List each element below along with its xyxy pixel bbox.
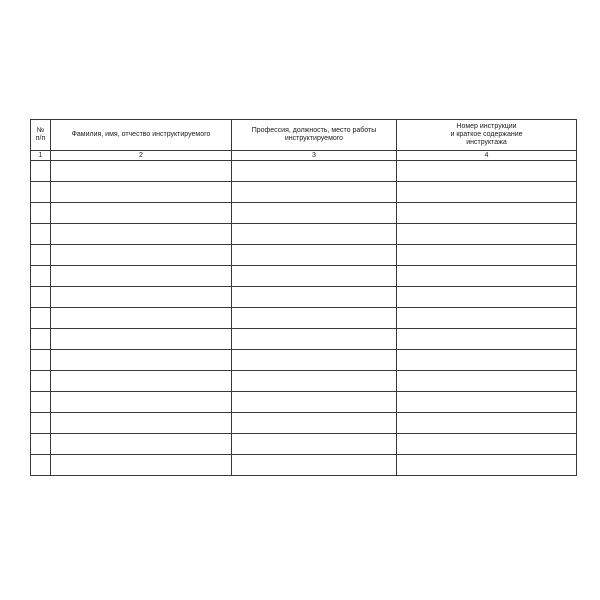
empty-entry-cell[interactable] bbox=[232, 413, 397, 434]
table-row bbox=[31, 350, 577, 371]
empty-entry-cell[interactable] bbox=[31, 182, 51, 203]
empty-entry-cell[interactable] bbox=[31, 203, 51, 224]
column-number-row bbox=[31, 151, 577, 161]
table-row bbox=[31, 224, 577, 245]
table-row bbox=[31, 287, 577, 308]
header-number-cell bbox=[31, 120, 51, 151]
column-number-1: 1 bbox=[31, 151, 51, 161]
empty-entry-cell[interactable] bbox=[51, 371, 232, 392]
table-row bbox=[31, 182, 577, 203]
column-number-3: 3 bbox=[232, 151, 397, 161]
table-row bbox=[31, 161, 577, 182]
empty-entry-cell[interactable] bbox=[31, 245, 51, 266]
empty-entry-cell[interactable] bbox=[232, 392, 397, 413]
empty-entry-cell[interactable] bbox=[232, 329, 397, 350]
table-row bbox=[31, 245, 577, 266]
empty-entry-cell[interactable] bbox=[397, 182, 577, 203]
table-row bbox=[31, 308, 577, 329]
empty-entry-cell[interactable] bbox=[51, 329, 232, 350]
empty-entry-cell[interactable] bbox=[51, 161, 232, 182]
empty-entry-cell[interactable] bbox=[232, 350, 397, 371]
empty-entry-cell[interactable] bbox=[31, 161, 51, 182]
empty-entry-cell[interactable] bbox=[51, 287, 232, 308]
empty-entry-cell[interactable] bbox=[232, 161, 397, 182]
empty-entry-cell[interactable] bbox=[31, 308, 51, 329]
table-row bbox=[31, 371, 577, 392]
header-instruction-label: Номер инструкции и краткое содержание инструктажа bbox=[450, 123, 523, 146]
empty-entry-cell[interactable] bbox=[397, 455, 577, 476]
empty-entry-cell[interactable] bbox=[397, 224, 577, 245]
empty-entry-cell[interactable] bbox=[31, 287, 51, 308]
table-row bbox=[31, 329, 577, 350]
empty-entry-cell[interactable] bbox=[232, 182, 397, 203]
table-row bbox=[31, 203, 577, 224]
empty-entry-cell[interactable] bbox=[31, 350, 51, 371]
empty-entry-cell[interactable] bbox=[31, 434, 51, 455]
header-number-label: № п/п bbox=[35, 127, 46, 142]
empty-entry-cell[interactable] bbox=[232, 266, 397, 287]
empty-entry-cell[interactable] bbox=[31, 413, 51, 434]
empty-entry-cell[interactable] bbox=[51, 350, 232, 371]
empty-entry-cell[interactable] bbox=[397, 161, 577, 182]
empty-entry-cell[interactable] bbox=[51, 455, 232, 476]
table-row bbox=[31, 266, 577, 287]
empty-entry-cell[interactable] bbox=[51, 245, 232, 266]
empty-entry-cell[interactable] bbox=[232, 455, 397, 476]
empty-entry-cell[interactable] bbox=[51, 413, 232, 434]
empty-entry-cell[interactable] bbox=[232, 203, 397, 224]
empty-entry-cell[interactable] bbox=[51, 434, 232, 455]
empty-entry-cell[interactable] bbox=[232, 371, 397, 392]
empty-entry-cell[interactable] bbox=[397, 371, 577, 392]
empty-entry-cell[interactable] bbox=[232, 434, 397, 455]
header-profession-label: Профессия, должность, место работы инструктируемого bbox=[251, 127, 377, 142]
empty-entry-cell[interactable] bbox=[397, 329, 577, 350]
empty-entry-cell[interactable] bbox=[397, 434, 577, 455]
empty-entry-cell[interactable] bbox=[51, 308, 232, 329]
empty-entry-cell[interactable] bbox=[397, 392, 577, 413]
empty-entry-cell[interactable] bbox=[51, 203, 232, 224]
empty-entry-cell[interactable] bbox=[397, 350, 577, 371]
empty-entry-cell[interactable] bbox=[397, 203, 577, 224]
empty-entry-cell[interactable] bbox=[397, 266, 577, 287]
header-full-name-cell bbox=[51, 120, 232, 151]
empty-entry-cell[interactable] bbox=[31, 392, 51, 413]
empty-entry-cell[interactable] bbox=[31, 455, 51, 476]
header-instruction-cell bbox=[397, 120, 577, 151]
header-full-name-label: Фамилия, имя, отчество инструктируемого bbox=[71, 131, 211, 138]
empty-entry-cell[interactable] bbox=[31, 329, 51, 350]
empty-entry-cell[interactable] bbox=[31, 371, 51, 392]
empty-entry-cell[interactable] bbox=[397, 245, 577, 266]
empty-entry-cell[interactable] bbox=[397, 413, 577, 434]
empty-entry-cell[interactable] bbox=[232, 245, 397, 266]
header-profession-cell bbox=[232, 120, 397, 151]
table-header-row bbox=[31, 120, 577, 151]
empty-entry-cell[interactable] bbox=[51, 266, 232, 287]
empty-entry-cell[interactable] bbox=[397, 308, 577, 329]
empty-entry-cell[interactable] bbox=[31, 224, 51, 245]
column-number-2: 2 bbox=[51, 151, 232, 161]
empty-entry-cell[interactable] bbox=[51, 224, 232, 245]
briefing-journal-table bbox=[30, 119, 577, 476]
empty-entry-cell[interactable] bbox=[232, 308, 397, 329]
empty-entry-cell[interactable] bbox=[31, 266, 51, 287]
column-number-4: 4 bbox=[397, 151, 577, 161]
empty-entry-cell[interactable] bbox=[51, 392, 232, 413]
table-row bbox=[31, 392, 577, 413]
empty-entry-cell[interactable] bbox=[51, 182, 232, 203]
empty-entry-cell[interactable] bbox=[232, 224, 397, 245]
table-row bbox=[31, 413, 577, 434]
table-row bbox=[31, 434, 577, 455]
empty-entry-cell[interactable] bbox=[232, 287, 397, 308]
table-row bbox=[31, 455, 577, 476]
empty-entry-cell[interactable] bbox=[397, 287, 577, 308]
